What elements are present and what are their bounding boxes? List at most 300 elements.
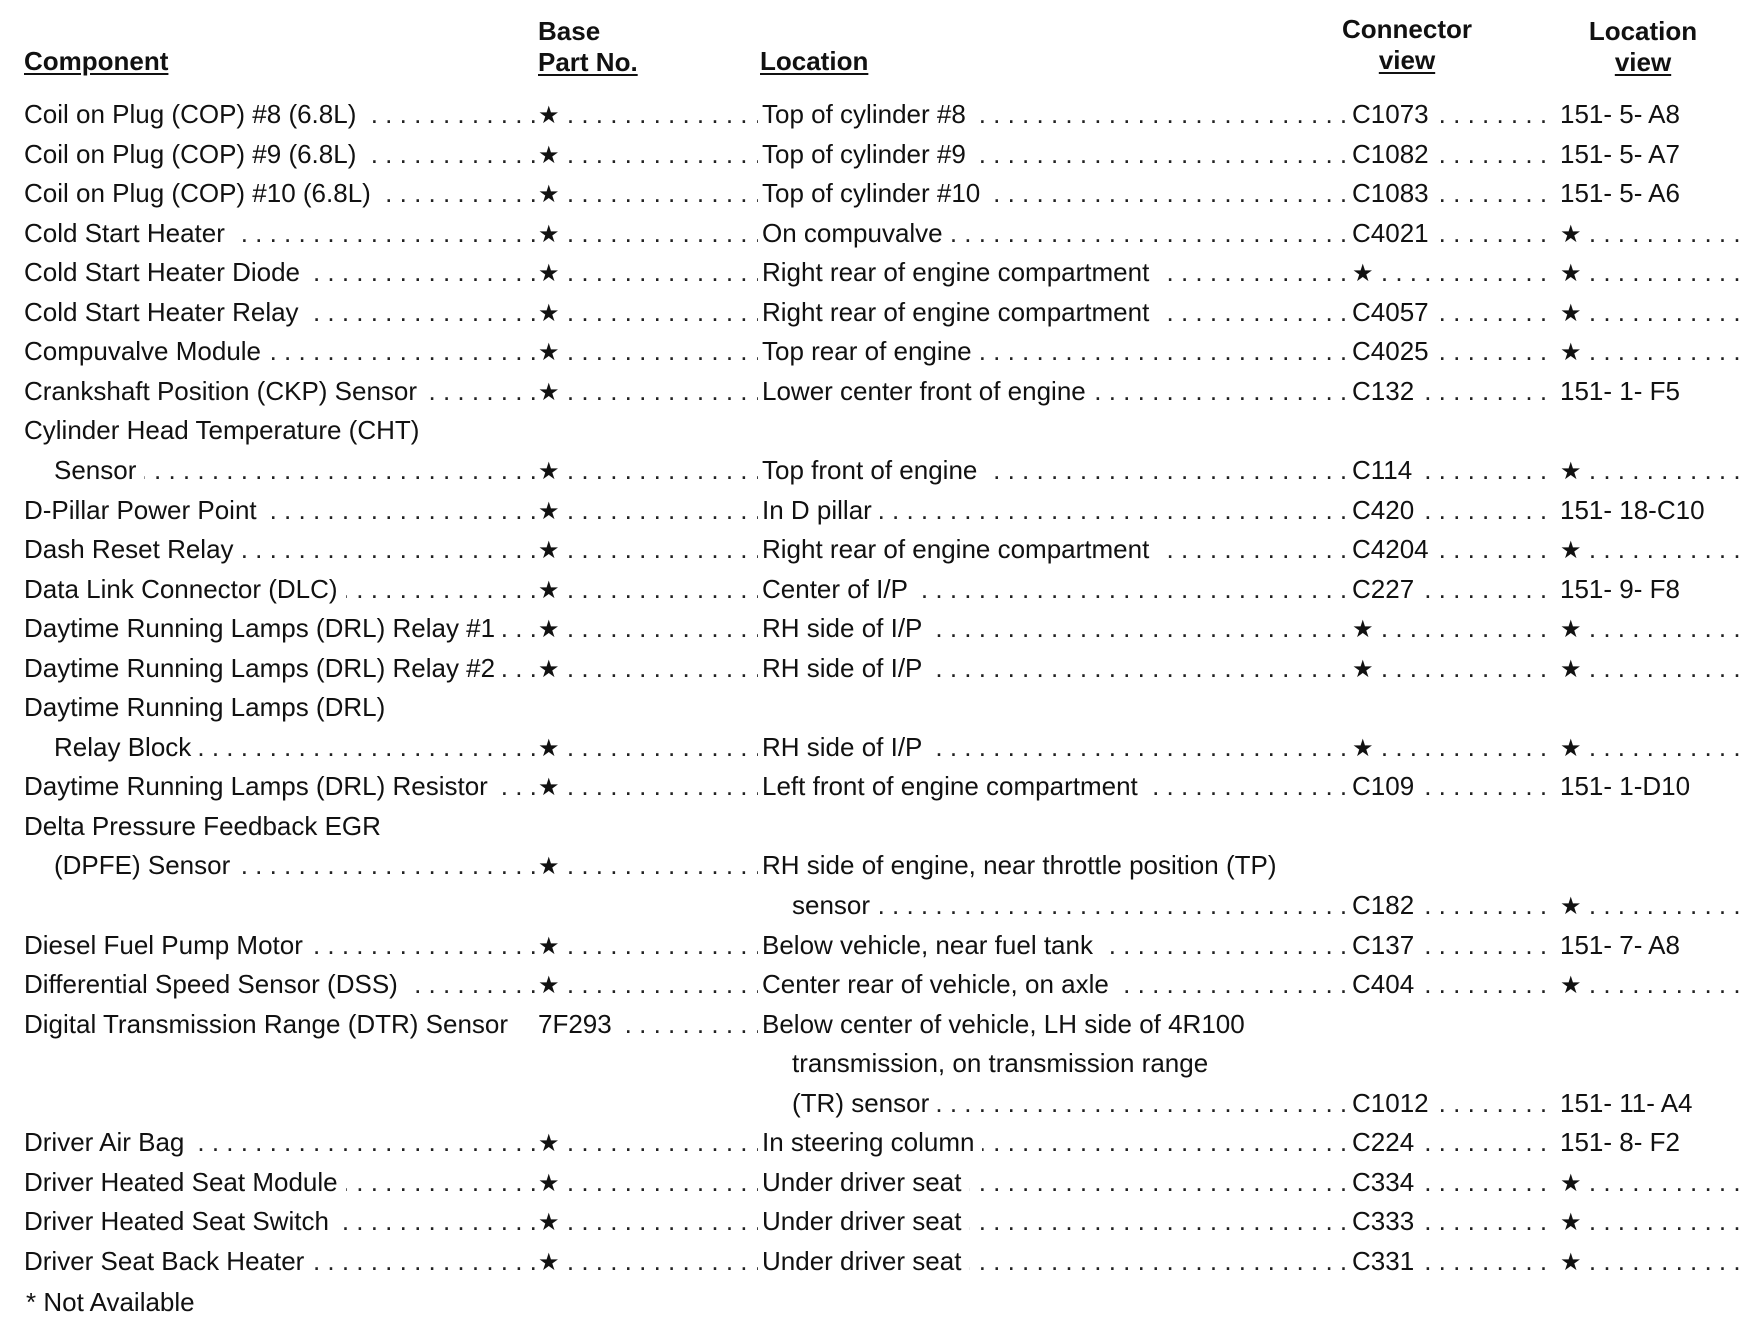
- location-cell: [762, 252, 1348, 292]
- location-cell: [762, 727, 1348, 767]
- location-view-cell: [1560, 885, 1748, 925]
- part-number-cell-text: [538, 692, 546, 722]
- part-number-cell: [538, 1083, 758, 1123]
- location-cell-text: [762, 692, 770, 722]
- location-view-cell: [1560, 964, 1748, 1004]
- location-cell: [762, 490, 1348, 530]
- location-view-cell: [1560, 450, 1748, 490]
- location-view-cell: [1560, 1043, 1748, 1083]
- part-number-cell-text: [538, 811, 546, 841]
- table-row: [0, 1083, 1748, 1123]
- part-number-cell-text: ★: [538, 656, 568, 683]
- component-cell-text: Driver Heated Seat Switch: [24, 1206, 337, 1236]
- location-view-cell: [1560, 608, 1748, 648]
- table-row: [0, 687, 1748, 727]
- location-cell-text: In D pillar: [762, 495, 880, 525]
- connector-view-cell: [1352, 331, 1554, 371]
- location-view-cell-text: 151- 5- A8: [1560, 99, 1686, 129]
- part-number-cell-text: ★: [538, 458, 568, 485]
- connector-view-cell-text: C182: [1352, 890, 1422, 920]
- part-number-cell: [538, 213, 758, 253]
- part-number-cell: [538, 1122, 758, 1162]
- header-base-part-line2: Part No.: [538, 47, 638, 77]
- location-cell-text: Left front of engine compartment: [762, 771, 1146, 801]
- component-cell-text: Cylinder Head Temperature (CHT): [24, 415, 427, 445]
- connector-view-cell: [1352, 569, 1554, 609]
- location-cell-text: Right rear of engine compartment: [762, 257, 1157, 287]
- connector-view-cell-text: [1352, 811, 1360, 841]
- component-cell-text: [24, 1088, 32, 1118]
- component-cell-text: Daytime Running Lamps (DRL): [24, 692, 393, 722]
- part-number-cell: [538, 885, 758, 925]
- location-view-cell-text: ★: [1560, 972, 1588, 999]
- header-component: [24, 46, 168, 77]
- location-cell-text: Under driver seat: [762, 1167, 969, 1197]
- location-view-cell: [1560, 134, 1748, 174]
- connector-view-cell: [1352, 134, 1554, 174]
- connector-view-cell-text: [1352, 1009, 1360, 1039]
- connector-view-cell-text: C137: [1352, 930, 1422, 960]
- connector-view-cell-text: C1012: [1352, 1088, 1437, 1118]
- table-row: [0, 806, 1748, 846]
- part-number-cell: [538, 1201, 758, 1241]
- connector-view-cell: [1352, 964, 1554, 1004]
- location-view-cell-text: ★: [1560, 893, 1588, 920]
- location-view-cell: [1560, 1083, 1748, 1123]
- location-cell: [762, 925, 1348, 965]
- component-cell: [24, 331, 536, 371]
- location-view-cell-text: 151- 7- A8: [1560, 930, 1686, 960]
- location-cell: [762, 213, 1348, 253]
- location-view-cell-text: ★: [1560, 616, 1588, 643]
- location-view-cell: [1560, 1004, 1748, 1044]
- component-cell: [24, 964, 536, 1004]
- connector-view-cell: [1352, 529, 1554, 569]
- part-number-cell: [538, 569, 758, 609]
- component-cell: [24, 252, 536, 292]
- part-number-cell-text: ★: [538, 181, 568, 208]
- connector-view-cell: [1352, 490, 1554, 530]
- location-view-cell-text: 151- 8- F2: [1560, 1127, 1686, 1157]
- table-row: [0, 94, 1748, 134]
- component-cell-text: Coil on Plug (COP) #10 (6.8L): [24, 178, 379, 208]
- location-cell-text: On compuvalve: [762, 218, 951, 248]
- component-cell: [24, 213, 536, 253]
- component-cell: [24, 1201, 536, 1241]
- part-number-cell-text: ★: [538, 379, 568, 406]
- connector-view-cell: [1352, 885, 1554, 925]
- location-cell-text: Top of cylinder #8: [762, 99, 974, 129]
- table-row: [0, 608, 1748, 648]
- component-cell-text: Relay Block: [24, 732, 199, 762]
- location-view-cell: [1560, 410, 1748, 450]
- table-row: [0, 1162, 1748, 1202]
- connector-view-cell: [1352, 410, 1554, 450]
- part-number-cell-text: ★: [538, 300, 568, 327]
- component-cell-text: Cold Start Heater Relay: [24, 297, 307, 327]
- part-number-cell: [538, 94, 758, 134]
- table-row: [0, 173, 1748, 213]
- location-view-cell: [1560, 845, 1748, 885]
- part-number-cell: [538, 490, 758, 530]
- part-number-cell-text: ★: [538, 537, 568, 564]
- part-number-cell-text: ★: [538, 102, 568, 129]
- connector-view-cell-text: C227: [1352, 574, 1422, 604]
- location-view-cell: [1560, 648, 1748, 688]
- component-cell-text: Data Link Connector (DLC): [24, 574, 346, 604]
- location-view-cell: [1560, 94, 1748, 134]
- location-view-cell-text: ★: [1560, 260, 1588, 287]
- location-view-cell-text: ★: [1560, 735, 1588, 762]
- table-row: [0, 569, 1748, 609]
- location-cell-text: [762, 811, 770, 841]
- component-cell-text: Coil on Plug (COP) #8 (6.8L): [24, 99, 364, 129]
- component-cell-text: Driver Seat Back Heater: [24, 1246, 312, 1276]
- table-row: [0, 490, 1748, 530]
- header-component-label: Component: [24, 46, 169, 76]
- component-cell: [24, 371, 536, 411]
- location-view-cell-text: 151- 5- A6: [1560, 178, 1686, 208]
- location-cell-text: RH side of I/P: [762, 613, 930, 643]
- part-number-cell-text: ★: [538, 1130, 568, 1157]
- connector-view-cell-text: [1352, 692, 1360, 722]
- location-view-cell: [1560, 1162, 1748, 1202]
- component-cell: [24, 687, 536, 727]
- location-view-cell-text: ★: [1560, 221, 1588, 248]
- connector-view-cell: [1352, 213, 1554, 253]
- part-number-cell-text: ★: [538, 339, 568, 366]
- connector-view-cell: [1352, 1043, 1554, 1083]
- part-number-cell: [538, 410, 758, 450]
- connector-view-cell: [1352, 806, 1554, 846]
- table-row: [0, 648, 1748, 688]
- connector-view-cell-text: C420: [1352, 495, 1422, 525]
- table-row: [0, 1201, 1748, 1241]
- part-number-cell-text: [538, 415, 546, 445]
- location-cell: [762, 1162, 1348, 1202]
- location-cell: [762, 1083, 1348, 1123]
- location-view-cell-text: [1560, 1009, 1566, 1039]
- component-cell: [24, 608, 536, 648]
- location-view-cell: [1560, 252, 1748, 292]
- header-connector-line1: Connector: [1342, 14, 1472, 44]
- part-number-cell: [538, 964, 758, 1004]
- header-location-view-line2: view: [1614, 47, 1672, 77]
- connector-view-cell-text: C334: [1352, 1167, 1422, 1197]
- table-row: [0, 371, 1748, 411]
- location-view-cell: [1560, 727, 1748, 767]
- part-number-cell: [538, 371, 758, 411]
- part-number-cell: [538, 1162, 758, 1202]
- header-base-part-line1: Base: [538, 16, 601, 46]
- location-cell-text: sensor: [762, 890, 878, 920]
- connector-view-cell-text: ★: [1352, 260, 1382, 287]
- part-number-cell-text: 7F293: [538, 1009, 620, 1039]
- part-number-cell: [538, 925, 758, 965]
- header-location-view-line1: Location: [1588, 16, 1698, 46]
- location-cell-text: transmission, on transmission range: [762, 1048, 1216, 1078]
- location-cell: [762, 410, 1348, 450]
- component-cell: [24, 806, 536, 846]
- component-cell: [24, 1241, 536, 1281]
- part-number-cell: [538, 252, 758, 292]
- location-cell-text: Center rear of vehicle, on axle: [762, 969, 1117, 999]
- part-number-cell-text: ★: [538, 735, 568, 762]
- header-location-label: Location: [760, 46, 869, 76]
- connector-view-cell-text: C1083: [1352, 178, 1437, 208]
- header-location-view: [1568, 16, 1718, 78]
- part-number-cell: [538, 173, 758, 213]
- component-cell-text: Daytime Running Lamps (DRL) Relay #1: [24, 613, 503, 643]
- table-row: [0, 292, 1748, 332]
- connector-view-cell-text: C132: [1352, 376, 1422, 406]
- connector-view-cell: [1352, 450, 1554, 490]
- location-view-cell-text: 151- 1- F5: [1560, 376, 1686, 406]
- connector-view-cell-text: ★: [1352, 735, 1382, 762]
- component-cell-text: [24, 890, 32, 920]
- location-cell-text: Center of I/P: [762, 574, 916, 604]
- location-cell: [762, 529, 1348, 569]
- connector-view-cell: [1352, 1122, 1554, 1162]
- connector-view-cell: [1352, 1162, 1554, 1202]
- part-number-cell-text: ★: [538, 1209, 568, 1236]
- part-number-cell: [538, 648, 758, 688]
- header-connector-view: [1332, 14, 1482, 76]
- table-row: [0, 1122, 1748, 1162]
- location-cell-text: (TR) sensor: [762, 1088, 937, 1118]
- connector-view-cell: [1352, 608, 1554, 648]
- location-view-cell: [1560, 1201, 1748, 1241]
- table-row: [0, 134, 1748, 174]
- component-cell: [24, 925, 536, 965]
- table-row: [0, 213, 1748, 253]
- location-cell: [762, 608, 1348, 648]
- part-number-cell: [538, 687, 758, 727]
- part-number-cell-text: ★: [538, 972, 568, 999]
- part-number-cell: [538, 1043, 758, 1083]
- component-cell-text: Diesel Fuel Pump Motor: [24, 930, 311, 960]
- component-cell-text: Coil on Plug (COP) #9 (6.8L): [24, 139, 364, 169]
- location-view-cell-text: ★: [1560, 339, 1588, 366]
- connector-view-cell-text: [1352, 850, 1360, 880]
- location-cell: [762, 885, 1348, 925]
- part-number-cell-text: ★: [538, 1170, 568, 1197]
- connector-view-cell: [1352, 687, 1554, 727]
- part-number-cell-text: [538, 1048, 546, 1078]
- table-row: [0, 529, 1748, 569]
- component-cell-text: Daytime Running Lamps (DRL) Resistor: [24, 771, 496, 801]
- part-number-cell: [538, 1004, 758, 1044]
- location-view-cell-text: 151- 1-D10: [1560, 771, 1696, 801]
- location-view-cell-text: ★: [1560, 1170, 1588, 1197]
- header-base-part: [538, 16, 638, 78]
- header-connector-line2: view: [1378, 45, 1436, 75]
- connector-view-cell-text: C114: [1352, 455, 1420, 485]
- location-view-cell-text: 151- 5- A7: [1560, 139, 1686, 169]
- component-cell-text: Driver Heated Seat Module: [24, 1167, 346, 1197]
- component-cell-text: D-Pillar Power Point: [24, 495, 265, 525]
- component-cell-text: Dash Reset Relay: [24, 534, 242, 564]
- connector-view-cell: [1352, 371, 1554, 411]
- table-row: [0, 925, 1748, 965]
- table-row: [0, 727, 1748, 767]
- connector-view-cell-text: C4021: [1352, 218, 1437, 248]
- location-view-cell: [1560, 687, 1748, 727]
- part-number-cell: [538, 292, 758, 332]
- location-cell: [762, 134, 1348, 174]
- location-cell: [762, 1122, 1348, 1162]
- connector-view-cell-text: C333: [1352, 1206, 1422, 1236]
- component-cell-text: [24, 1048, 32, 1078]
- part-number-cell: [538, 845, 758, 885]
- header-location: [760, 46, 868, 77]
- connector-view-cell-text: C1073: [1352, 99, 1437, 129]
- part-number-cell-text: ★: [538, 498, 568, 525]
- component-cell: [24, 648, 536, 688]
- table-row: [0, 1241, 1748, 1281]
- location-cell: [762, 331, 1348, 371]
- location-view-cell-text: 151- 11- A4: [1560, 1088, 1699, 1118]
- location-cell: [762, 1004, 1348, 1044]
- location-view-cell: [1560, 371, 1748, 411]
- component-cell-text: Cold Start Heater Diode: [24, 257, 308, 287]
- connector-view-cell-text: ★: [1352, 656, 1382, 683]
- location-view-cell-text: 151- 9- F8: [1560, 574, 1686, 604]
- part-number-cell: [538, 766, 758, 806]
- component-cell: [24, 1043, 536, 1083]
- location-view-cell: [1560, 1122, 1748, 1162]
- location-cell: [762, 173, 1348, 213]
- footnote: * Not Available: [26, 1287, 195, 1317]
- connector-view-cell: [1352, 766, 1554, 806]
- location-cell-text: [762, 415, 770, 445]
- table-row: [0, 766, 1748, 806]
- component-cell-text: Sensor: [24, 455, 144, 485]
- connector-view-cell-text: C331: [1352, 1246, 1422, 1276]
- location-cell-text: Right rear of engine compartment: [762, 534, 1157, 564]
- component-cell: [24, 766, 536, 806]
- location-cell-text: RH side of I/P: [762, 732, 930, 762]
- part-number-cell-text: ★: [538, 933, 568, 960]
- component-cell: [24, 410, 536, 450]
- location-view-cell-text: ★: [1560, 656, 1588, 683]
- component-cell: [24, 134, 536, 174]
- location-cell-text: Under driver seat: [762, 1206, 969, 1236]
- location-cell-text: RH side of I/P: [762, 653, 930, 683]
- location-view-cell: [1560, 292, 1748, 332]
- location-view-cell-text: [1560, 692, 1566, 722]
- location-view-cell: [1560, 766, 1748, 806]
- component-cell: [24, 1122, 536, 1162]
- location-cell: [762, 766, 1348, 806]
- location-cell-text: Top of cylinder #9: [762, 139, 974, 169]
- connector-view-cell-text: C1082: [1352, 139, 1437, 169]
- location-cell: [762, 94, 1348, 134]
- location-cell: [762, 569, 1348, 609]
- location-view-cell-text: [1560, 415, 1566, 445]
- connector-view-cell-text: C224: [1352, 1127, 1422, 1157]
- component-cell: [24, 569, 536, 609]
- location-cell: [762, 806, 1348, 846]
- component-cell: [24, 727, 536, 767]
- location-cell: [762, 1201, 1348, 1241]
- part-number-cell-text: ★: [538, 142, 568, 169]
- location-view-cell: [1560, 925, 1748, 965]
- part-number-cell: [538, 331, 758, 371]
- part-number-cell-text: [538, 890, 546, 920]
- connector-view-cell-text: C109: [1352, 771, 1422, 801]
- part-number-cell-text: ★: [538, 853, 568, 880]
- location-view-cell: [1560, 213, 1748, 253]
- location-cell: [762, 450, 1348, 490]
- component-cell-text: Crankshaft Position (CKP) Sensor: [24, 376, 425, 406]
- location-cell: [762, 292, 1348, 332]
- part-number-cell-text: [538, 1088, 546, 1118]
- component-cell: [24, 529, 536, 569]
- component-cell: [24, 173, 536, 213]
- location-cell: [762, 687, 1348, 727]
- part-number-cell-text: ★: [538, 774, 568, 801]
- component-cell: [24, 490, 536, 530]
- connector-view-cell-text: C4204: [1352, 534, 1437, 564]
- location-view-cell: [1560, 490, 1748, 530]
- location-view-cell-text: ★: [1560, 537, 1588, 564]
- location-cell-text: Under driver seat: [762, 1246, 969, 1276]
- component-cell: [24, 292, 536, 332]
- location-view-cell: [1560, 569, 1748, 609]
- part-number-cell: [538, 529, 758, 569]
- location-cell: [762, 648, 1348, 688]
- location-cell-text: In steering column: [762, 1127, 982, 1157]
- location-view-cell: [1560, 806, 1748, 846]
- location-view-cell-text: ★: [1560, 300, 1588, 327]
- part-number-cell: [538, 806, 758, 846]
- table-row: [0, 252, 1748, 292]
- connector-view-cell: [1352, 292, 1554, 332]
- table-row: [0, 885, 1748, 925]
- part-number-cell: [538, 608, 758, 648]
- component-cell: [24, 885, 536, 925]
- location-cell-text: Top rear of engine: [762, 336, 980, 366]
- table-row: [0, 1043, 1748, 1083]
- component-cell-text: Delta Pressure Feedback EGR: [24, 811, 389, 841]
- connector-view-cell: [1352, 1241, 1554, 1281]
- location-cell: [762, 845, 1348, 885]
- component-cell: [24, 1004, 536, 1044]
- location-view-cell: [1560, 529, 1748, 569]
- location-cell-text: Below center of vehicle, LH side of 4R100: [762, 1009, 1253, 1039]
- table-row: [0, 410, 1748, 450]
- connector-view-cell-text: [1352, 415, 1360, 445]
- location-view-cell-text: ★: [1560, 458, 1588, 485]
- location-cell: [762, 964, 1348, 1004]
- component-cell: [24, 450, 536, 490]
- location-view-cell-text: 151- 18-C10: [1560, 495, 1711, 525]
- connector-view-cell-text: C4025: [1352, 336, 1437, 366]
- table-row: [0, 1004, 1748, 1044]
- component-cell-text: Daytime Running Lamps (DRL) Relay #2: [24, 653, 503, 683]
- location-cell: [762, 371, 1348, 411]
- connector-view-cell: [1352, 1083, 1554, 1123]
- location-cell-text: Right rear of engine compartment: [762, 297, 1157, 327]
- connector-view-cell: [1352, 845, 1554, 885]
- component-cell-text: Differential Speed Sensor (DSS): [24, 969, 406, 999]
- component-cell: [24, 1083, 536, 1123]
- location-view-cell: [1560, 331, 1748, 371]
- component-cell-text: Compuvalve Module: [24, 336, 269, 366]
- connector-view-cell: [1352, 727, 1554, 767]
- table-row: [0, 845, 1748, 885]
